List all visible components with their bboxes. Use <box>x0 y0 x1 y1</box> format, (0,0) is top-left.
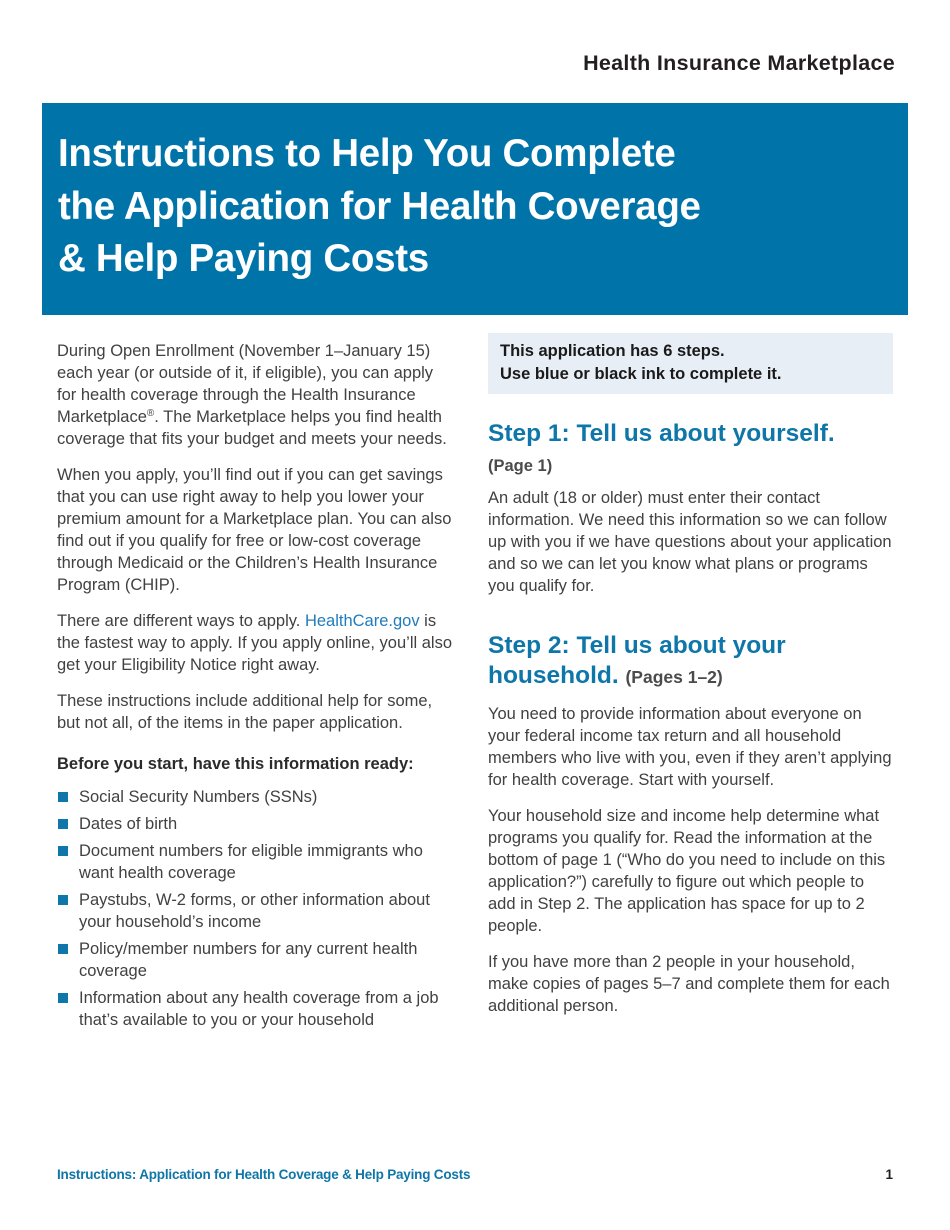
callout-line-steps: This application has 6 steps. <box>500 342 725 360</box>
checklist-item-ssn: Social Security Numbers (SSNs) <box>79 788 318 806</box>
title-banner <box>42 103 908 315</box>
square-bullet-icon <box>58 993 68 1003</box>
step-2-title: Tell us about your household. <box>488 632 786 689</box>
intro-p1-text: During Open Enrollment (November 1–January 15) each year (or outside of it, if eligible), you can apply for health coverage through the Health Insurance Marketplace <box>57 342 434 426</box>
step-2-heading <box>488 631 893 692</box>
step-1-title: Tell us about yourself. <box>569 420 835 447</box>
intro-paragraph-apply <box>57 610 454 676</box>
title-line-1: Instructions to Help You Complete <box>58 132 676 175</box>
registered-mark: ® <box>146 408 155 419</box>
apply-text-after: is the fastest way to apply. If you apply online, you’ll also get your Eligibility Notice right away. <box>57 612 453 674</box>
step-1-section <box>488 419 893 597</box>
checklist-item-policy: Policy/member numbers for any current health coverage <box>79 940 418 980</box>
square-bullet-icon <box>58 792 68 802</box>
steps-column <box>488 333 893 1036</box>
square-bullet-icon <box>58 819 68 829</box>
step-2-page-ref: (Pages 1–2) <box>625 667 723 687</box>
page-title <box>58 128 888 286</box>
list-item <box>57 813 454 835</box>
checklist-item-job-coverage: Information about any health coverage from a job that’s available to you or your household <box>79 989 439 1029</box>
intro-column <box>57 333 454 1036</box>
list-item <box>57 840 454 884</box>
page-footer <box>57 1167 893 1182</box>
intro-paragraph-enrollment <box>57 340 454 450</box>
step-2-label: Step 2: <box>488 632 570 659</box>
step-1-paragraph: An adult (18 or older) must enter their contact information. We need this information so we can follow up with you if we have questions about your application and so we can let you know what plans or programs you qualify for. <box>488 489 892 595</box>
list-item <box>57 938 454 982</box>
intro-paragraph-instructions: These instructions include additional help for some, but not all, of the items in the paper application. <box>57 692 433 732</box>
title-line-2: the Application for Health Coverage <box>58 184 701 228</box>
step-1-page-ref: (Page 1) <box>488 457 553 475</box>
step-2-paragraph: If you have more than 2 people in your household, make copies of pages 5–7 and complete them for each additional person. <box>488 953 890 1015</box>
step-2-paragraph: Your household size and income help determine what programs you qualify for. Read the information at the bottom of page 1 (“Who do you need to include on this application?”) carefully to figure out which people to add in Step 2. The application has space for up to 2 people. <box>488 807 886 935</box>
step-2-paragraph: You need to provide information about everyone on your federal income tax return and all household members who live with you, even if they aren’t applying for health coverage. Start with yourself. <box>488 705 892 789</box>
list-item <box>57 786 454 808</box>
step-1-label: Step 1: <box>488 420 570 447</box>
footer-document-title: Instructions: Application for Health Coverage & Help Paying Costs <box>57 1167 471 1182</box>
square-bullet-icon <box>58 895 68 905</box>
checklist-item-dob: Dates of birth <box>79 815 178 833</box>
callout-line-ink: Use blue or black ink to complete it. <box>500 364 782 383</box>
checklist-item-paystubs: Paystubs, W-2 forms, or other information about your household’s income <box>79 891 430 931</box>
marketplace-wordmark: Health Insurance Marketplace <box>583 51 895 75</box>
application-steps-callout <box>488 333 893 394</box>
square-bullet-icon <box>58 944 68 954</box>
square-bullet-icon <box>58 846 68 856</box>
checklist-item-documents: Document numbers for eligible immigrants who want health coverage <box>79 842 423 882</box>
intro-p1-tail: . The Marketplace helps you find health coverage that fits your budget and meets your needs. <box>57 408 447 448</box>
healthcare-gov-link[interactable]: HealthCare.gov <box>304 612 420 630</box>
step-2-section <box>488 631 893 1017</box>
list-item <box>57 889 454 933</box>
title-line-3: & Help Paying Costs <box>58 237 429 280</box>
step-1-heading <box>488 419 893 449</box>
before-you-start-heading: Before you start, have this information ready: <box>57 755 414 773</box>
apply-text-before: There are different ways to apply. <box>57 612 305 630</box>
list-item <box>57 987 454 1031</box>
intro-paragraph-savings: When you apply, you’ll find out if you can get savings that you can use right away to help you lower your premium amount for a Marketplace plan. You can also find out if you qualify for free or low-cost coverage through Medicaid or the Children’s Health Insurance Program (CHIP). <box>57 466 452 594</box>
information-checklist <box>57 786 454 1031</box>
page-number: 1 <box>885 1167 893 1182</box>
two-column-content <box>57 333 893 1036</box>
